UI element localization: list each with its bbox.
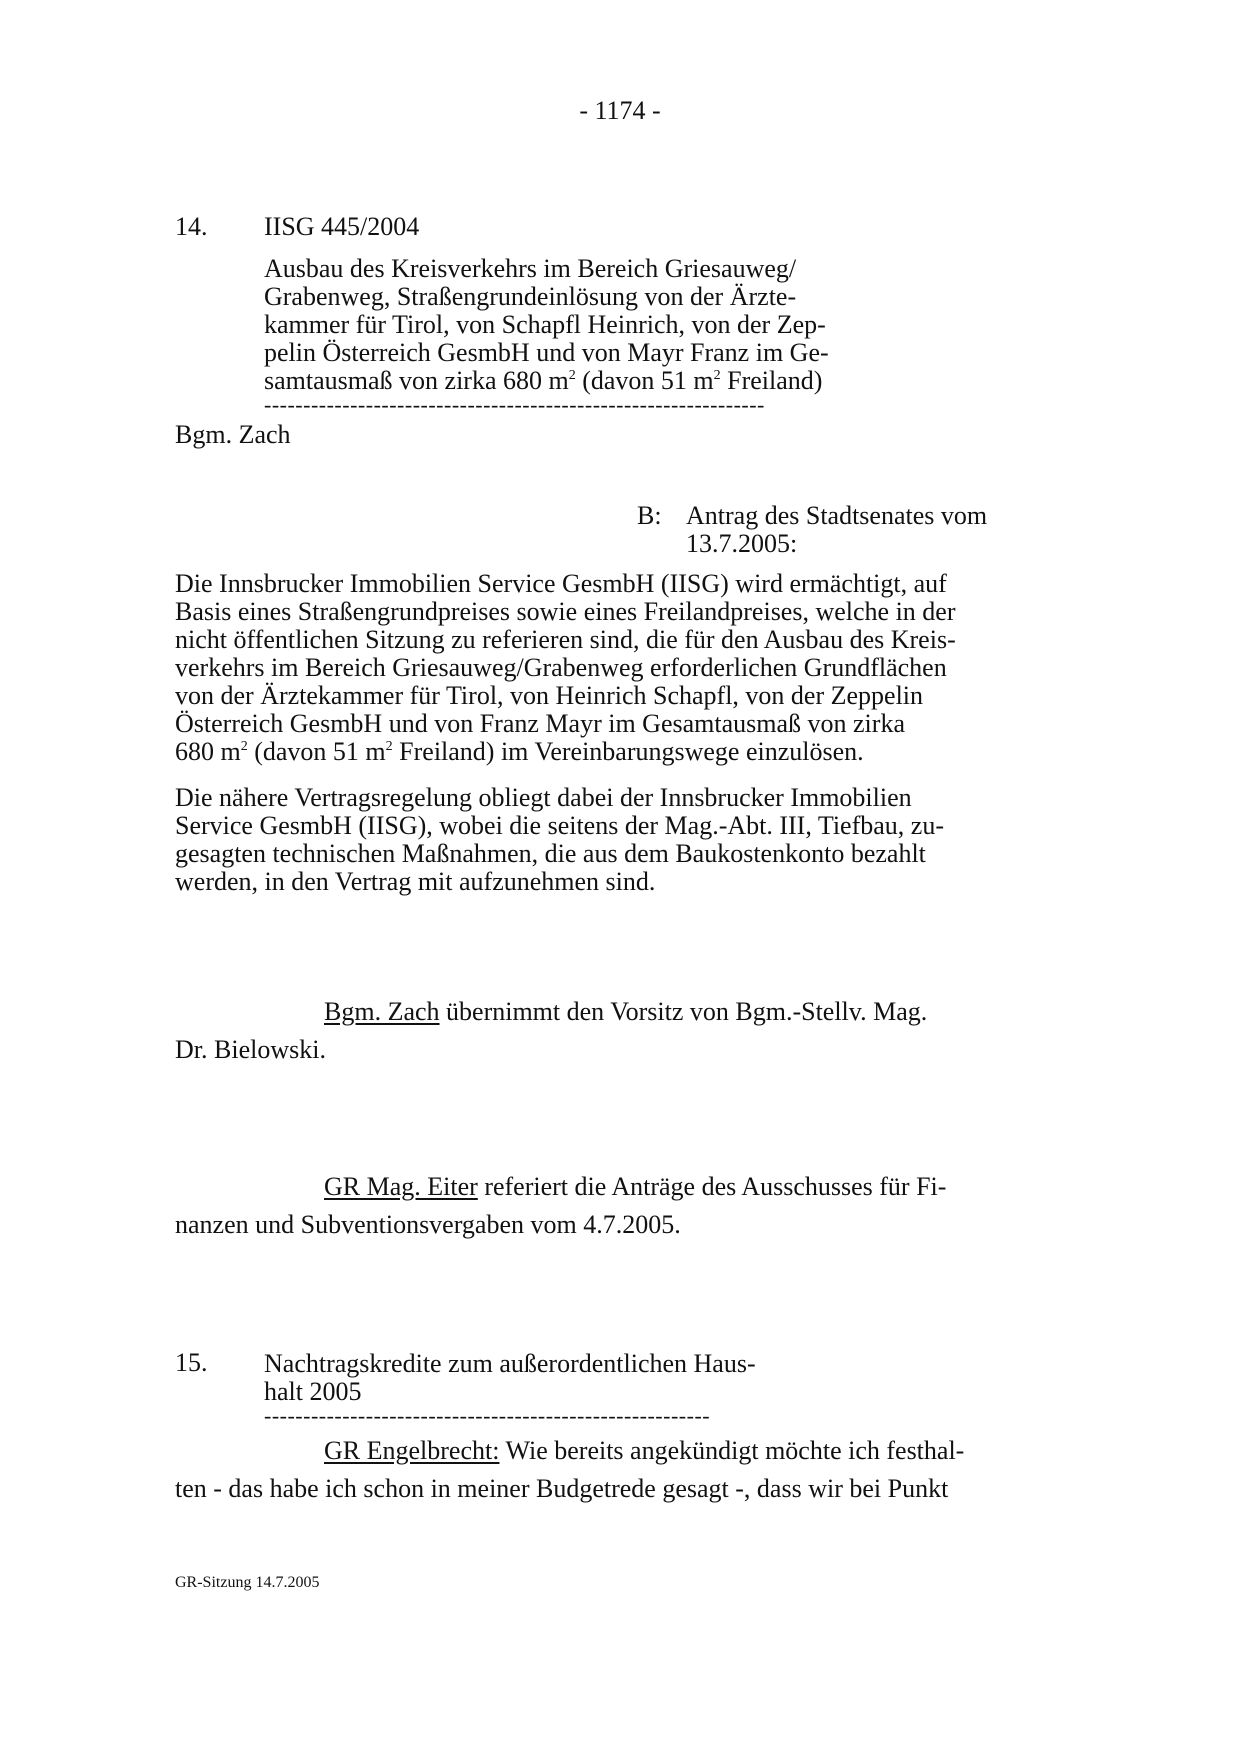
motion-label: B: [637, 501, 662, 530]
rapporteur-note [175, 1168, 946, 1244]
statement-line-2: ten - das habe ich schon in meiner Budgetrede gesagt -, dass wir bei Punkt [175, 1474, 949, 1503]
chair-change-line-1: Bgm. Zach übernimmt den Vorsitz von Bgm.-Stellv. Mag. [324, 997, 928, 1026]
item-14-title-line: pelin Österreich GesmbH und von Mayr Franz im Ge- [264, 338, 829, 367]
paragraph-line: werden, in den Vertrag mit aufzunehmen sind. [175, 867, 656, 896]
item-14-title-line-last: samtausmaß von zirka 680 $m^2$ (davon 51 $m^2$ Freiland) [264, 366, 823, 395]
footer: GR-Sitzung 14.7.2005 [175, 1574, 320, 1591]
paragraph-line: von der Ärztekammer für Tirol, von Heinrich Schapfl, von der Zeppelin [175, 681, 924, 710]
item-15-title-line: Nachtragskredite zum außerordentlichen Haus- [264, 1349, 756, 1378]
paragraph-line: Die Innsbrucker Immobilien Service GesmbH (IISG) wird ermächtigt, auf [175, 569, 947, 598]
paragraph-line: verkehrs im Bereich Griesauweg/Grabenweg erforderlichen Grundflächen [175, 653, 947, 682]
item-14-title-line: Ausbau des Kreisverkehrs im Bereich Griesauweg/ [264, 254, 797, 283]
paragraph-line-last: 680 $m^2$ (davon 51 $m^2$ Freiland) im Vereinbarungswege einzulösen. [175, 737, 864, 766]
item-14-code: IISG 445/2004 [264, 212, 420, 241]
chair-change-line-2: Dr. Bielowski. [175, 1035, 326, 1064]
rapporteur-line-1: GR Mag. Eiter referiert die Anträge des Ausschusses für Fi- [324, 1172, 947, 1201]
item-14-title [264, 255, 829, 395]
paragraph-line: Die nähere Vertragsregelung obliegt dabei der Innsbrucker Immobilien [175, 783, 912, 812]
motion-heading-line: 13.7.2005: [686, 529, 798, 558]
paragraph-line: gesagten technischen Maßnahmen, die aus dem Baukostenkonto bezahlt [175, 839, 926, 868]
motion-heading-line: Antrag des Stadtsenates vom [686, 501, 988, 530]
rapporteur-line-2: nanzen und Subventionsvergaben vom 4.7.2005. [175, 1210, 681, 1239]
item-14-number: 14. [175, 212, 208, 241]
speaker-name: Bgm. Zach [324, 997, 440, 1026]
speaker-name: GR Engelbrecht: [324, 1436, 500, 1465]
speaker-name: GR Mag. Eiter [324, 1172, 478, 1201]
motion-paragraph-1 [175, 570, 956, 766]
item-14-title-line: Grabenweg, Straßengrundeinlösung von der Ärzte- [264, 282, 797, 311]
page-number: - 1174 - [579, 96, 661, 125]
item-15-title-line: halt 2005 [264, 1377, 362, 1406]
item-14-speaker: Bgm. Zach [175, 420, 291, 449]
item-15-statement [175, 1432, 964, 1508]
item-14-title-line: kammer für Tirol, von Schapfl Heinrich, von der Zep- [264, 310, 826, 339]
item-14-divider: ---------------------------------------------------------------- [264, 392, 765, 417]
item-15-number: 15. [175, 1348, 208, 1377]
motion-paragraph-2 [175, 784, 944, 896]
motion-heading [686, 502, 987, 558]
item-15-divider: --------------------------------------------------------- [264, 1403, 711, 1428]
paragraph-line: Basis eines Straßengrundpreises sowie eines Freilandpreises, welche in der [175, 597, 956, 626]
paragraph-line: Service GesmbH (IISG), wobei die seitens der Mag.-Abt. III, Tiefbau, zu- [175, 811, 944, 840]
paragraph-line: Österreich GesmbH und von Franz Mayr im Gesamtausmaß von zirka [175, 709, 905, 738]
statement-line-1: GR Engelbrecht: Wie bereits angekündigt möchte ich festhal- [324, 1436, 965, 1465]
chair-change-note [175, 993, 927, 1069]
item-15-title [264, 1350, 756, 1406]
paragraph-line: nicht öffentlichen Sitzung zu referieren sind, die für den Ausbau des Kreis- [175, 625, 956, 654]
